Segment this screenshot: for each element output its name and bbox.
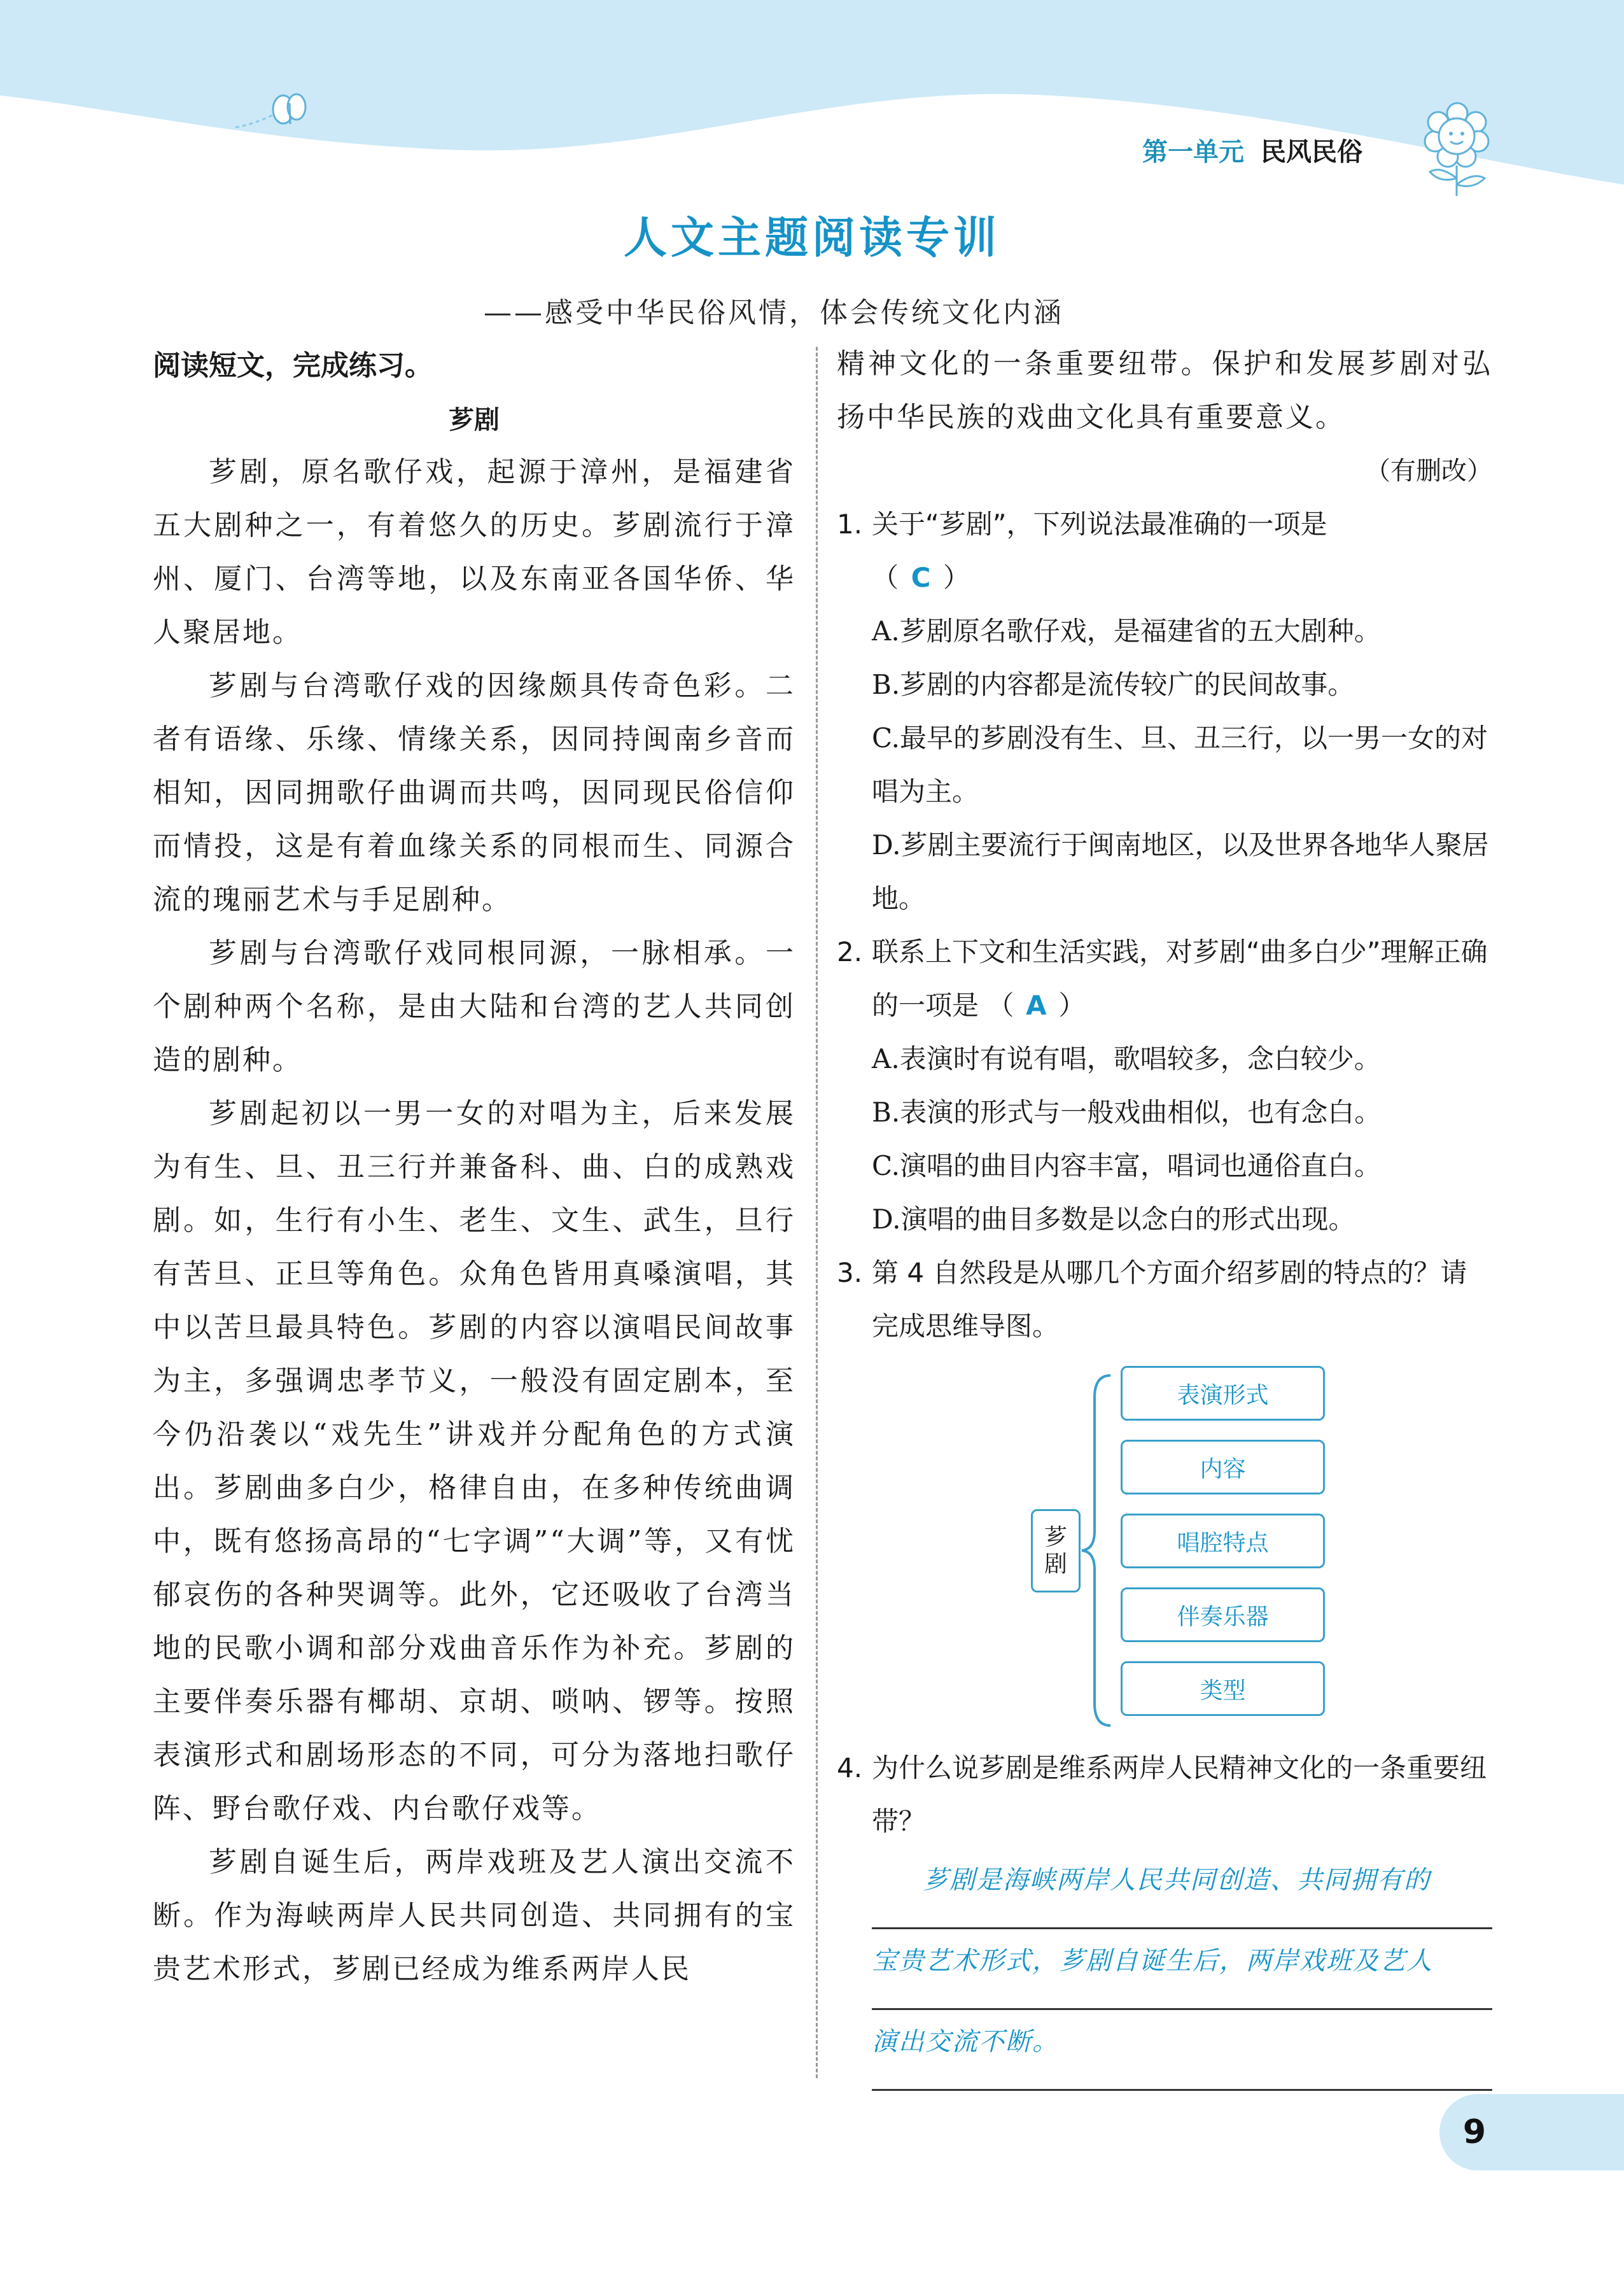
sunflower-icon xyxy=(1410,89,1505,197)
question-stem: 第 4 自然段是从哪几个方面介绍芗剧的特点的？请完成思维导图。 xyxy=(872,1257,1467,1342)
unit-label xyxy=(1142,130,1362,169)
mind-map-root: 芗 剧 xyxy=(1031,1509,1081,1592)
mind-map-node: 类型 xyxy=(1121,1661,1325,1716)
questions-column xyxy=(837,337,1492,2091)
mind-map-brace xyxy=(1079,1372,1117,1729)
answer-choice: A xyxy=(1026,990,1047,1021)
mind-map-node: 内容 xyxy=(1121,1440,1325,1494)
option-d: D.演唱的曲目多数是以念白的形式出现。 xyxy=(872,1204,1355,1235)
mind-map-node: 唱腔特点 xyxy=(1121,1514,1325,1568)
option-b: B.芗剧的内容都是流传较广的民间故事。 xyxy=(872,669,1355,700)
mind-map xyxy=(837,1366,1492,1729)
paragraph-5: 芗剧自诞生后，两岸戏班及艺人演出交流不断。作为海峡两岸人民共同创造、共同拥有的宝贵艺术形式，芗剧已经成为维系两岸人民 xyxy=(153,1846,795,1985)
question-number: 1. xyxy=(837,509,863,540)
mind-map-node: 表演形式 xyxy=(1121,1366,1325,1421)
option-c: C.最早的芗剧没有生、旦、丑三行，以一男一女的对唱为主。 xyxy=(872,722,1488,807)
paragraph-5-continuation: 精神文化的一条重要纽带。保护和发展芗剧对弘扬中华民族的戏曲文化具有重要意义。 xyxy=(837,348,1492,433)
paragraph-4: 芗剧起初以一男一女的对唱为主，后来发展为有生、旦、丑三行并兼备科、曲、白的成熟戏剧。如，生行有小生、老生、文生、武生，旦行有苦旦、正旦等角色。众角色皆用真嗓演唱，其中以苦旦最具特色。芗剧的内容以演唱民间故事为主，多强调忠孝节义，一般没有固定剧本，至今仍沿袭以“戏先生”讲戏并分配角色的方式演出。芗剧曲多白少，格律自由，在多种传统曲调中，既有悠扬高昂的“七字调”“大调”等，又有忧郁哀伤的各种哭调等。此外，它还吸收了台湾当地的民歌小调和部分戏曲音乐作为补充。芗剧的主要伴奏乐器有椰胡、京胡、唢呐、锣等。按照表演形式和剧场形态的不同，可分为落地扫歌仔阵、野台歌仔戏、内台歌仔戏等。 xyxy=(153,1097,795,1825)
answer-line: 芗剧是海峡两岸人民共同创造、共同拥有的 xyxy=(872,1848,1492,1929)
page-subtitle: ——感受中华民俗风情，体会传统文化内涵 xyxy=(484,297,1064,329)
question-stem: 为什么说芗剧是维系两岸人民精神文化的一条重要纽带？ xyxy=(872,1752,1487,1837)
question-stem: 关于“芗剧”，下列说法最准确的一项是 xyxy=(872,509,1327,540)
essay-title: 芗剧 xyxy=(449,405,500,435)
option-b: B.表演的形式与一般戏曲相似，也有念白。 xyxy=(872,1097,1382,1128)
butterfly-icon xyxy=(229,89,312,140)
question-stem: 联系上下文和生活实践，对芗剧“曲多白少”理解正确的一项是 xyxy=(872,936,1488,1021)
answer-bracket: （ C ） xyxy=(872,562,970,593)
question-4 xyxy=(837,1741,1492,1848)
paragraph-2: 芗剧与台湾歌仔戏的因缘颇具传奇色彩。二者有语缘、乐缘、情缘关系，因同持闽南乡音而相知，因同拥歌仔曲调而共鸣，因同现民俗信仰而情投，这是有着血缘关系的同根而生、同源合流的瑰丽艺术与手足剧种。 xyxy=(153,670,795,916)
question-2 xyxy=(837,925,1492,1032)
option-c: C.演唱的曲目内容丰富，唱词也通俗直白。 xyxy=(872,1150,1382,1181)
column-divider xyxy=(816,347,818,2078)
option-a: A.芗剧原名歌仔戏，是福建省的五大剧种。 xyxy=(872,615,1381,647)
passage-column xyxy=(153,337,795,1996)
question-number: 3. xyxy=(837,1257,863,1288)
unit-theme: 民风民俗 xyxy=(1261,137,1362,167)
paragraph-1: 芗剧，原名歌仔戏，起源于漳州，是福建省五大剧种之一，有着悠久的历史。芗剧流行于漳州、厦门、台湾等地，以及东南亚各国华侨、华人聚居地。 xyxy=(153,456,795,649)
page-title: 人文主题阅读专训 xyxy=(623,213,1000,264)
answer-choice: C xyxy=(911,562,931,593)
paragraph-3: 芗剧与台湾歌仔戏同根同源，一脉相承。一个剧种两个名称，是由大陆和台湾的艺人共同创造的剧种。 xyxy=(153,937,795,1076)
source-note: （有删改） xyxy=(1365,456,1492,486)
question-1 xyxy=(837,498,1492,605)
option-a: A.表演时有说有唱，歌唱较多，念白较少。 xyxy=(872,1043,1381,1074)
mind-map-node: 伴奏乐器 xyxy=(1121,1587,1325,1642)
unit-number: 第一单元 xyxy=(1142,137,1244,167)
question-number: 4. xyxy=(837,1752,863,1783)
instruction: 阅读短文，完成练习。 xyxy=(153,349,433,382)
question-number: 2. xyxy=(837,936,863,967)
answer-bracket: （ A ） xyxy=(987,990,1085,1021)
page-number: 9 xyxy=(1462,2113,1487,2151)
question-3 xyxy=(837,1246,1492,1353)
option-d: D.芗剧主要流行于闽南地区，以及世界各地华人聚居地。 xyxy=(872,829,1489,914)
answer-line: 演出交流不断。 xyxy=(872,2010,1492,2091)
answer-line: 宝贵艺术形式，芗剧自诞生后，两岸戏班及艺人 xyxy=(872,1929,1492,2010)
